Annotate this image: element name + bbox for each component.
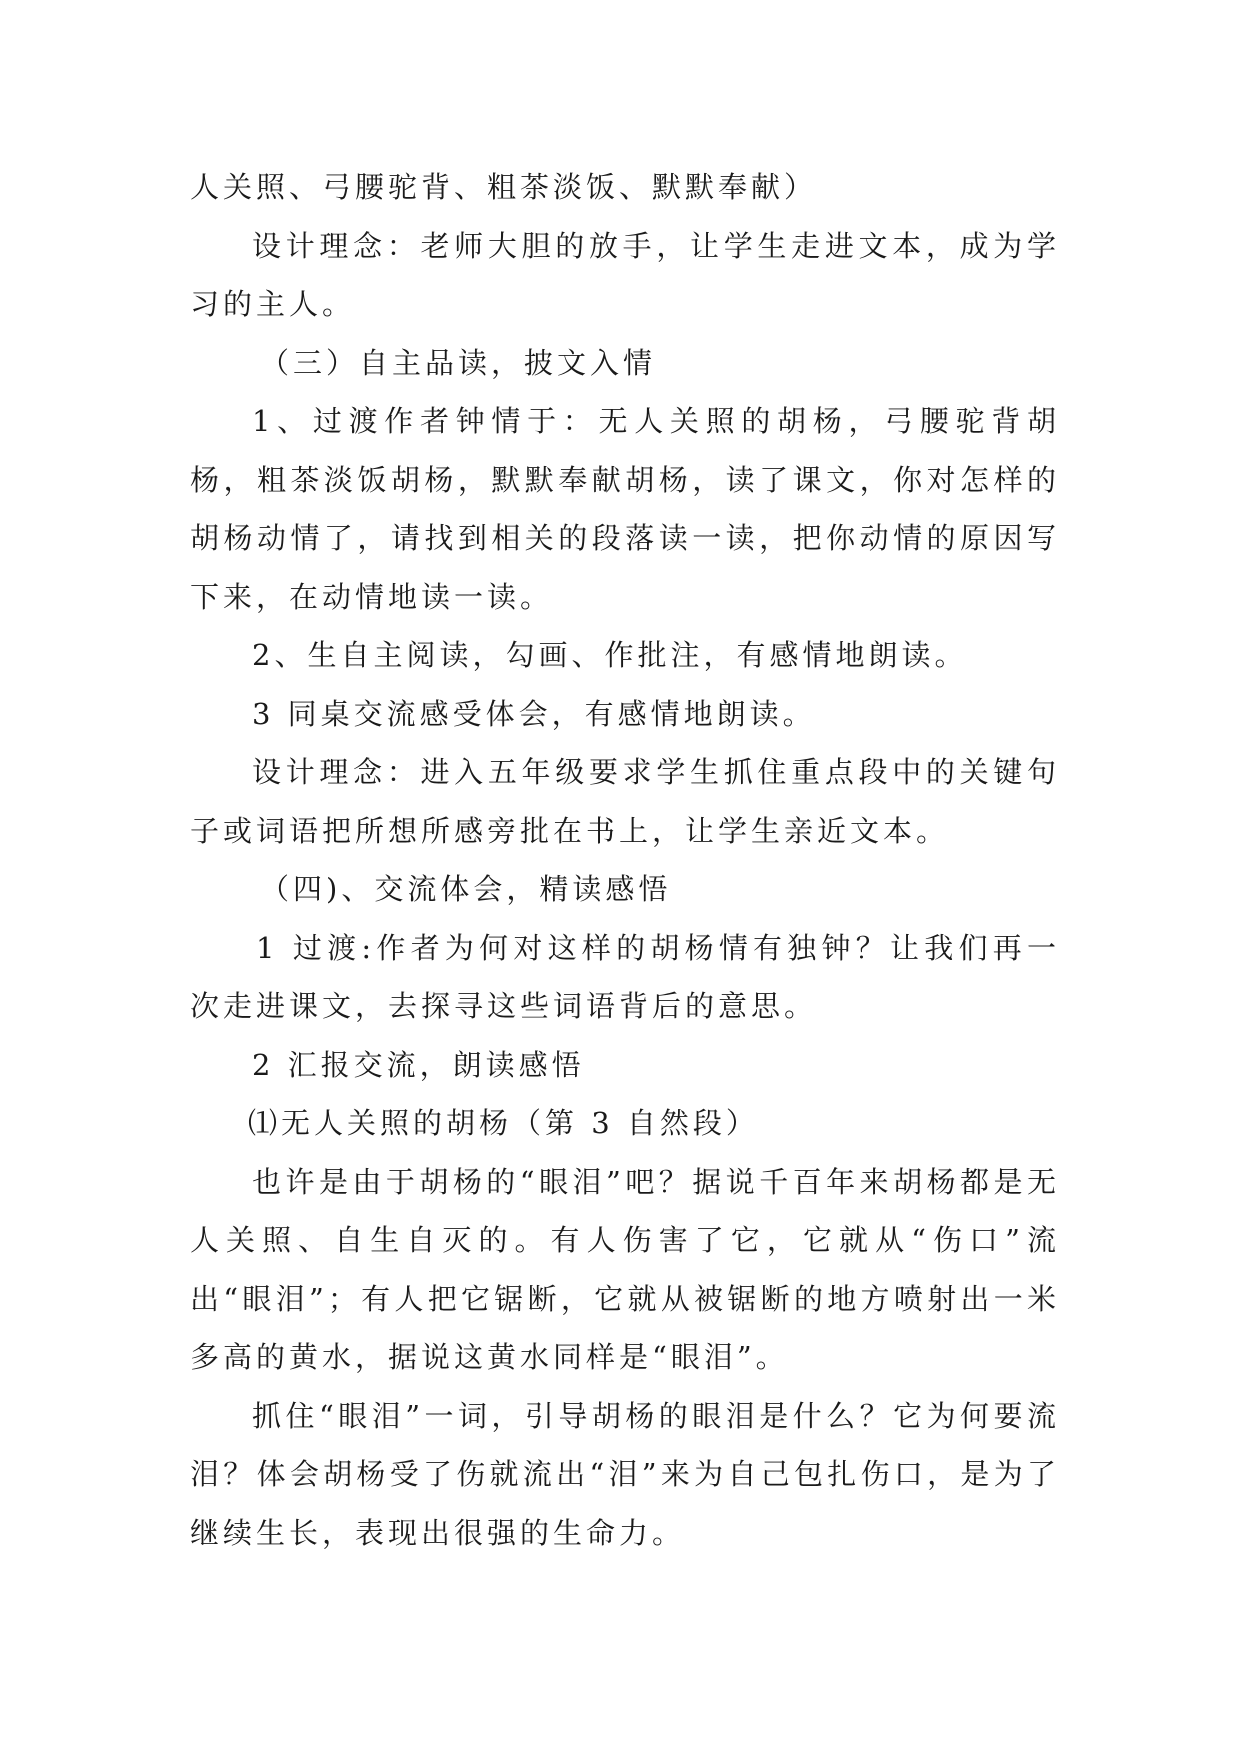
paragraph-transition: 1 过渡:作者为何对这样的胡杨情有独钟？让我们再一次走进课文，去探寻这些词语背后的意思。	[190, 930, 1060, 1023]
paragraph-quote: 也许是由于胡杨的“眼泪”吧？据说千百年来胡杨都是无人关照、自生自灭的。有人伤害了它，它就从“伤口”流出“眼泪”；有人把它锯断，它就从被锯断的地方喷射出一米多高的黄水，据说这黄水同样是“眼泪”。	[190, 1164, 1060, 1374]
paragraph-step-1: 1、过渡作者钟情于：无人关照的胡杨，弓腰驼背胡杨，粗茶淡饭胡杨，默默奉献胡杨，读了课文，你对怎样的胡杨动情了，请找到相关的段落读一读，把你动情的原因写下来，在动情地读一读。	[190, 404, 1060, 614]
paragraph-design-concept-2: 设计理念：进入五年级要求学生抓住重点段中的关键句子或词语把所想所感旁批在书上，让学生亲近文本。	[190, 755, 1060, 848]
paragraph-continuation: 人关照、弓腰驼背、粗茶淡饭、默默奉献）	[190, 170, 818, 204]
paragraph-design-concept-1: 设计理念：老师大胆的放手，让学生走进文本，成为学习的主人。	[190, 228, 1060, 321]
section-heading-3: （三）自主品读，披文入情	[260, 345, 657, 380]
paragraph-report: 2 汇报交流，朗读感悟	[252, 1047, 585, 1082]
document-body	[190, 158, 1060, 1562]
paragraph-step-3: 3 同桌交流感受体会，有感情地朗读。	[252, 696, 816, 731]
list-item-1: ⑴无人关照的胡杨（第 3 自然段）	[248, 1106, 759, 1140]
paragraph-analysis: 抓住“眼泪”一词，引导胡杨的眼泪是什么？它为何要流泪？体会胡杨受了伤就流出“泪”来为自己包扎伤口，是为了继续生长，表现出很强的生命力。	[190, 1398, 1060, 1550]
section-heading-4: （四)、交流体会，精读感悟	[260, 872, 672, 906]
paragraph-step-2: 2、生自主阅读，勾画、作批注，有感情地朗读。	[252, 638, 968, 672]
